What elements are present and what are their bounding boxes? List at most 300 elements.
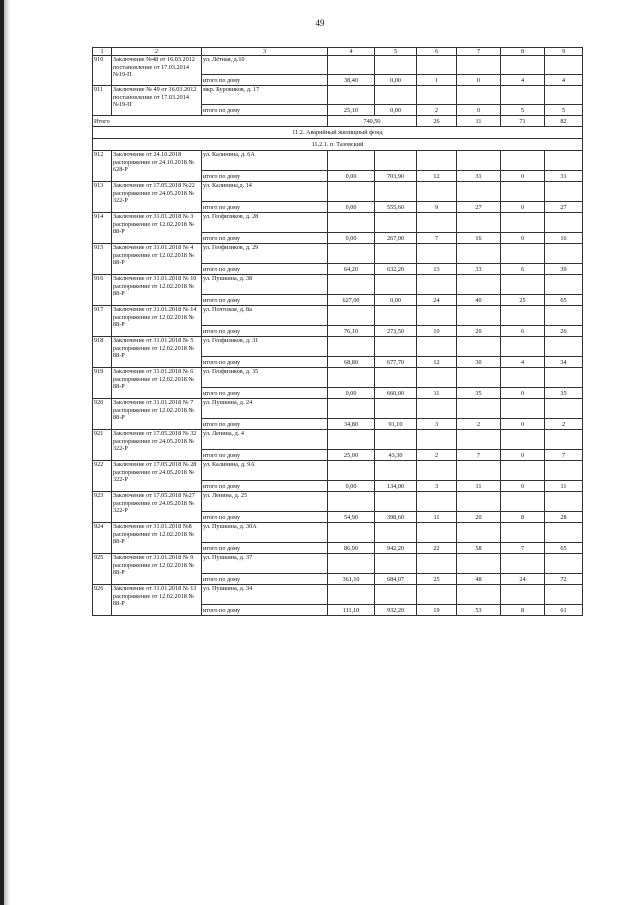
empty-cell xyxy=(457,554,501,574)
empty-cell xyxy=(545,492,583,512)
empty-cell xyxy=(417,554,457,574)
empty-cell xyxy=(375,182,417,202)
table-row xyxy=(93,244,583,264)
value-v8: 0 xyxy=(501,481,545,492)
value-v5: 91,10 xyxy=(375,419,417,430)
value-v5: 134,00 xyxy=(375,481,417,492)
value-v5: 660,00 xyxy=(375,388,417,399)
value-v9: 34 xyxy=(545,357,583,368)
value-v6: 1 xyxy=(417,75,457,86)
address-cell: ул. Пушкина, д. 34 xyxy=(202,585,328,605)
value-v6: 12 xyxy=(417,357,457,368)
table-row xyxy=(93,182,583,202)
value-v4: 0,00 xyxy=(328,233,375,244)
value-v9: 11 xyxy=(545,481,583,492)
value-v6: 12 xyxy=(417,171,457,182)
empty-cell xyxy=(328,492,375,512)
empty-cell xyxy=(501,275,545,295)
empty-cell xyxy=(501,182,545,202)
value-v6: 22 xyxy=(417,543,457,554)
empty-cell xyxy=(501,244,545,264)
row-number: 918 xyxy=(93,337,112,368)
total-label: итого по дому xyxy=(202,450,328,461)
row-number: 924 xyxy=(93,523,112,554)
empty-cell xyxy=(328,244,375,264)
value-v6: 19 xyxy=(417,605,457,616)
empty-cell xyxy=(545,554,583,574)
empty-cell xyxy=(417,492,457,512)
table-row xyxy=(93,275,583,295)
table-row xyxy=(93,492,583,512)
empty-cell xyxy=(375,430,417,450)
housing-table xyxy=(92,47,583,616)
empty-cell xyxy=(545,430,583,450)
value-v6: 2 xyxy=(417,450,457,461)
value-v4: 627,00 xyxy=(328,295,375,306)
empty-cell xyxy=(545,368,583,388)
column-header: 2 xyxy=(112,48,202,56)
value-v9: 16 xyxy=(545,233,583,244)
record-reference: Заключение от 31.01.2018 № 6 распоряжение от 12.02.2018 № 88-Р xyxy=(112,368,202,399)
table-row xyxy=(93,430,583,450)
empty-cell xyxy=(328,399,375,419)
empty-cell xyxy=(545,461,583,481)
empty-cell xyxy=(417,182,457,202)
column-header: 8 xyxy=(501,48,545,56)
record-reference: Заключение № 49 от 16.03.2012 постановление от 17.03.2014 №19-П xyxy=(112,86,202,116)
value-v8: 4 xyxy=(501,357,545,368)
row-number: 920 xyxy=(93,399,112,430)
record-reference: Заключение от 31.01.2018 № 3 распоряжение от 12.02.2018 № 88-Р xyxy=(112,213,202,244)
value-v4: 0,00 xyxy=(328,171,375,182)
value-v4: 111,10 xyxy=(328,605,375,616)
total-label: итого по дому xyxy=(202,105,328,116)
record-reference: Заключение от 31.01.2018 № 7 распоряжение от 12.02.2018 № 88-Р xyxy=(112,399,202,430)
row-number: 919 xyxy=(93,368,112,399)
row-number: 921 xyxy=(93,430,112,461)
total-label: итого по дому xyxy=(202,543,328,554)
empty-cell xyxy=(545,182,583,202)
row-number: 915 xyxy=(93,244,112,275)
empty-cell xyxy=(417,56,457,75)
empty-cell xyxy=(375,368,417,388)
empty-cell xyxy=(328,368,375,388)
address-cell: ул. Пушкина, д. 37 xyxy=(202,554,328,574)
value-v4: 0,00 xyxy=(328,202,375,213)
empty-cell xyxy=(457,182,501,202)
subsection-title: 11.2.1. п. Тазовский xyxy=(93,139,583,151)
address-cell: ул. Геофизиков, д. 31 xyxy=(202,337,328,357)
page-number: 49 xyxy=(315,18,325,28)
empty-cell xyxy=(545,275,583,295)
address-cell: ул. Пушкина, д. 24 xyxy=(202,399,328,419)
address-cell: ул. Лётная, д.10 xyxy=(202,56,328,75)
address-cell: ул. Калинина, д. 9А xyxy=(202,461,328,481)
value-v7: 27 xyxy=(457,202,501,213)
value-v9: 7 xyxy=(545,450,583,461)
value-v4: 54,90 xyxy=(328,512,375,523)
value-v9: 72 xyxy=(545,574,583,585)
empty-cell xyxy=(417,337,457,357)
value-v4: 34,80 xyxy=(328,419,375,430)
address-cell: ул. Геофизиков, д. 28 xyxy=(202,213,328,233)
total-label: итого по дому xyxy=(202,171,328,182)
value-v9: 31 xyxy=(545,171,583,182)
empty-cell xyxy=(501,430,545,450)
value-v4: 38,40 xyxy=(328,75,375,86)
table-row xyxy=(93,306,583,326)
value-v5: 703,90 xyxy=(375,171,417,182)
empty-cell xyxy=(328,430,375,450)
empty-cell xyxy=(375,461,417,481)
value-v8: 7 xyxy=(501,543,545,554)
row-number: 914 xyxy=(93,213,112,244)
empty-cell xyxy=(545,151,583,171)
value-v7: 33 xyxy=(457,264,501,275)
total-label: итого по дому xyxy=(202,75,328,86)
record-reference: Заключение от 17.05.2018 №27 распоряжение от 24.05.2018 № 322-Р xyxy=(112,492,202,523)
value-v9: 28 xyxy=(545,512,583,523)
table-row xyxy=(93,213,583,233)
address-cell: ул. Калинина,д. 14 xyxy=(202,182,328,202)
value-v7: 7 xyxy=(457,450,501,461)
table-row xyxy=(93,554,583,574)
total-label: итого по дому xyxy=(202,574,328,585)
address-cell: ул. Почтовая, д. 8а xyxy=(202,306,328,326)
empty-cell xyxy=(375,585,417,605)
section-row xyxy=(93,127,583,139)
column-header: 5 xyxy=(375,48,417,56)
empty-cell xyxy=(501,368,545,388)
value-v8: 0 xyxy=(501,450,545,461)
empty-cell xyxy=(328,56,375,75)
empty-cell xyxy=(501,461,545,481)
empty-cell xyxy=(417,213,457,233)
empty-cell xyxy=(375,492,417,512)
value-v7: 35 xyxy=(457,388,501,399)
empty-cell xyxy=(375,275,417,295)
value-v9: 26 xyxy=(545,326,583,337)
value-v8: 6 xyxy=(501,326,545,337)
column-header: 9 xyxy=(545,48,583,56)
empty-cell xyxy=(328,585,375,605)
table-row xyxy=(93,86,583,105)
value-v5: 267,00 xyxy=(375,233,417,244)
empty-cell xyxy=(457,151,501,171)
value-v6: 13 xyxy=(417,264,457,275)
value-v9: 2 xyxy=(545,419,583,430)
value-v4: 86,90 xyxy=(328,543,375,554)
empty-cell xyxy=(417,86,457,105)
total-label: итого по дому xyxy=(202,481,328,492)
row-number: 923 xyxy=(93,492,112,523)
value-v5: 555,60 xyxy=(375,202,417,213)
empty-cell xyxy=(328,306,375,326)
table-row xyxy=(93,368,583,388)
empty-cell xyxy=(501,554,545,574)
table-row xyxy=(93,585,583,605)
empty-cell xyxy=(328,182,375,202)
empty-cell xyxy=(501,86,545,105)
record-reference: Заключение от 31.01.2018 № 5 распоряжение от 12.02.2018 № 88-Р xyxy=(112,337,202,368)
empty-cell xyxy=(328,554,375,574)
row-number: 922 xyxy=(93,461,112,492)
column-header: 6 xyxy=(417,48,457,56)
value-v9: 4 xyxy=(545,75,583,86)
empty-cell xyxy=(375,523,417,543)
empty-cell xyxy=(501,337,545,357)
column-header: 4 xyxy=(328,48,375,56)
table-row xyxy=(93,461,583,481)
address-cell: ул. Геофизиков, д. 29 xyxy=(202,244,328,264)
empty-cell xyxy=(457,492,501,512)
empty-cell xyxy=(457,337,501,357)
total-label: итого по дому xyxy=(202,357,328,368)
table-row xyxy=(93,56,583,75)
value-v9: 65 xyxy=(545,295,583,306)
value-v9: 5 xyxy=(545,105,583,116)
value-v6: 25 xyxy=(417,574,457,585)
table-row xyxy=(93,523,583,543)
empty-cell xyxy=(545,56,583,75)
address-cell: ул. Пушкина, д. 30А xyxy=(202,523,328,543)
value-v4: 64,20 xyxy=(328,264,375,275)
table-row xyxy=(93,151,583,171)
value-v7: 58 xyxy=(457,543,501,554)
empty-cell xyxy=(501,523,545,543)
empty-cell xyxy=(417,151,457,171)
empty-cell xyxy=(375,151,417,171)
value-v6: 10 xyxy=(417,326,457,337)
value-v8: 6 xyxy=(501,264,545,275)
empty-cell xyxy=(545,523,583,543)
empty-cell xyxy=(375,399,417,419)
empty-cell xyxy=(328,337,375,357)
value-v5: 632,20 xyxy=(375,264,417,275)
value-v5: 684,07 xyxy=(375,574,417,585)
value-v6: 24 xyxy=(417,295,457,306)
empty-cell xyxy=(457,86,501,105)
value-v5: 932,20 xyxy=(375,605,417,616)
value-v8: 0 xyxy=(501,171,545,182)
empty-cell xyxy=(545,213,583,233)
table-body xyxy=(93,48,583,616)
record-reference: Заключение от 31.01.2018 № 4 распоряжение от 12.02.2018 № 88-Р xyxy=(112,244,202,275)
empty-cell xyxy=(457,399,501,419)
value-v6: 9 xyxy=(417,202,457,213)
value-v5: 273,50 xyxy=(375,326,417,337)
value-v5: 0,00 xyxy=(375,295,417,306)
value-v6: 3 xyxy=(417,419,457,430)
column-header: 3 xyxy=(202,48,328,56)
value-v4: 68,80 xyxy=(328,357,375,368)
empty-cell xyxy=(545,86,583,105)
address-cell: ул. Геофизиков, д. 35 xyxy=(202,368,328,388)
empty-cell xyxy=(501,306,545,326)
subtotal-v6: 26 xyxy=(417,116,457,127)
empty-cell xyxy=(417,275,457,295)
total-label: итого по дому xyxy=(202,512,328,523)
value-v7: 30 xyxy=(457,357,501,368)
empty-cell xyxy=(457,585,501,605)
value-v8: 0 xyxy=(501,233,545,244)
value-v8: 0 xyxy=(501,419,545,430)
record-reference: Заключение от 31.01.2018 № 13 распоряжение от 12.02.2018 № 88-Р xyxy=(112,585,202,616)
value-v6: 3 xyxy=(417,481,457,492)
value-v7: 11 xyxy=(457,481,501,492)
empty-cell xyxy=(417,399,457,419)
record-reference: Заключение от 17.05.2018 №22 распоряжение от 24.05.2018 № 322-Р xyxy=(112,182,202,213)
subtotal-v8: 71 xyxy=(501,116,545,127)
value-v4: 76,10 xyxy=(328,326,375,337)
value-v7: 53 xyxy=(457,605,501,616)
value-v6: 11 xyxy=(417,388,457,399)
scan-shadow xyxy=(4,0,10,905)
value-v8: 0 xyxy=(501,388,545,399)
total-label: итого по дому xyxy=(202,233,328,244)
value-v4: 361,10 xyxy=(328,574,375,585)
section-title: 11.2. Аварийный жилищный фонд xyxy=(93,127,583,139)
total-label: итого по дому xyxy=(202,419,328,430)
empty-cell xyxy=(417,430,457,450)
value-v4: 25,00 xyxy=(328,450,375,461)
row-number: 926 xyxy=(93,585,112,616)
table-row xyxy=(93,399,583,419)
address-cell: мкр. Буровиков, д. 17 xyxy=(202,86,328,105)
record-reference: Заключение от 31.01.2018 №8 распоряжение от 12.02.2018 № 88-Р xyxy=(112,523,202,554)
value-v7: 20 xyxy=(457,326,501,337)
record-reference: Заключение от 17.05.2018 № 28 распоряжение от 24.05.2018 № 322-Р xyxy=(112,461,202,492)
address-cell: ул. Ленина, д. 4 xyxy=(202,430,328,450)
empty-cell xyxy=(457,306,501,326)
empty-cell xyxy=(545,585,583,605)
empty-cell xyxy=(545,399,583,419)
total-label: итого по дому xyxy=(202,605,328,616)
value-v5: 677,70 xyxy=(375,357,417,368)
empty-cell xyxy=(545,244,583,264)
subtotal-area: 740,50 xyxy=(328,116,417,127)
value-v8: 24 xyxy=(501,574,545,585)
value-v6: 11 xyxy=(417,512,457,523)
value-v8: 4 xyxy=(501,75,545,86)
value-v4: 0,00 xyxy=(328,388,375,399)
empty-cell xyxy=(501,492,545,512)
empty-cell xyxy=(417,244,457,264)
empty-cell xyxy=(457,213,501,233)
empty-cell xyxy=(328,86,375,105)
value-v5: 43,30 xyxy=(375,450,417,461)
empty-cell xyxy=(501,585,545,605)
column-header: 7 xyxy=(457,48,501,56)
value-v7: 16 xyxy=(457,233,501,244)
value-v7: 2 xyxy=(457,419,501,430)
empty-cell xyxy=(328,275,375,295)
empty-cell xyxy=(457,244,501,264)
record-reference: Заключение от 17.05.2018 № 32 распоряжение от 24.05.2018 № 322-Р xyxy=(112,430,202,461)
value-v4: 25,10 xyxy=(328,105,375,116)
column-header: 1 xyxy=(93,48,112,56)
total-label: итого по дому xyxy=(202,264,328,275)
column-header-row xyxy=(93,48,583,56)
total-label: итого по дому xyxy=(202,295,328,306)
value-v7: 40 xyxy=(457,295,501,306)
total-label: итого по дому xyxy=(202,202,328,213)
record-reference: Заключение от 24.10.2018 распоряжение от 24.10.2018 № 628-Р xyxy=(112,151,202,182)
subtotal-v9: 82 xyxy=(545,116,583,127)
row-number: 912 xyxy=(93,151,112,182)
row-number: 913 xyxy=(93,182,112,213)
address-cell: ул. Пушкина, д. 38 xyxy=(202,275,328,295)
address-cell: ул. Ленина, д. 25 xyxy=(202,492,328,512)
value-v6: 2 xyxy=(417,105,457,116)
total-label: итого по дому xyxy=(202,388,328,399)
empty-cell xyxy=(328,461,375,481)
empty-cell xyxy=(328,151,375,171)
value-v8: 25 xyxy=(501,295,545,306)
empty-cell xyxy=(417,585,457,605)
empty-cell xyxy=(457,56,501,75)
record-reference: Заключение №48 от 16.03.2012 постановление от 17.03.2014 №19-П xyxy=(112,56,202,86)
value-v6: 7 xyxy=(417,233,457,244)
empty-cell xyxy=(375,554,417,574)
subtotal-label: Итого xyxy=(93,116,328,127)
value-v4: 0,00 xyxy=(328,481,375,492)
value-v8: 8 xyxy=(501,605,545,616)
row-number: 911 xyxy=(93,86,112,116)
empty-cell xyxy=(457,523,501,543)
value-v5: 0,00 xyxy=(375,75,417,86)
row-number: 916 xyxy=(93,275,112,306)
value-v5: 398,60 xyxy=(375,512,417,523)
record-reference: Заключение от 31.01.2018 № 9 распоряжение от 12.02.2018 № 88-Р xyxy=(112,554,202,585)
value-v9: 65 xyxy=(545,543,583,554)
empty-cell xyxy=(501,56,545,75)
value-v9: 35 xyxy=(545,388,583,399)
empty-cell xyxy=(501,151,545,171)
empty-cell xyxy=(545,306,583,326)
empty-cell xyxy=(545,337,583,357)
value-v8: 8 xyxy=(501,512,545,523)
value-v7: 20 xyxy=(457,512,501,523)
empty-cell xyxy=(375,56,417,75)
record-reference: Заключение от 31.01.2018 № 10 распоряжение от 12.02.2018 № 88-Р xyxy=(112,275,202,306)
subsection-row xyxy=(93,139,583,151)
empty-cell xyxy=(457,275,501,295)
value-v9: 61 xyxy=(545,605,583,616)
empty-cell xyxy=(417,368,457,388)
empty-cell xyxy=(457,461,501,481)
empty-cell xyxy=(375,244,417,264)
subtotal-row xyxy=(93,116,583,127)
empty-cell xyxy=(328,213,375,233)
table-row xyxy=(93,337,583,357)
value-v9: 27 xyxy=(545,202,583,213)
value-v9: 39 xyxy=(545,264,583,275)
empty-cell xyxy=(375,337,417,357)
value-v7: 48 xyxy=(457,574,501,585)
empty-cell xyxy=(328,523,375,543)
total-label: итого по дому xyxy=(202,326,328,337)
value-v7: 31 xyxy=(457,171,501,182)
empty-cell xyxy=(417,461,457,481)
empty-cell xyxy=(375,86,417,105)
record-reference: Заключение от 31.01.2018 № 14 распоряжение от 12.02.2018 № 88-Р xyxy=(112,306,202,337)
empty-cell xyxy=(375,306,417,326)
row-number: 925 xyxy=(93,554,112,585)
value-v5: 0,00 xyxy=(375,105,417,116)
value-v7: 0 xyxy=(457,75,501,86)
empty-cell xyxy=(457,430,501,450)
